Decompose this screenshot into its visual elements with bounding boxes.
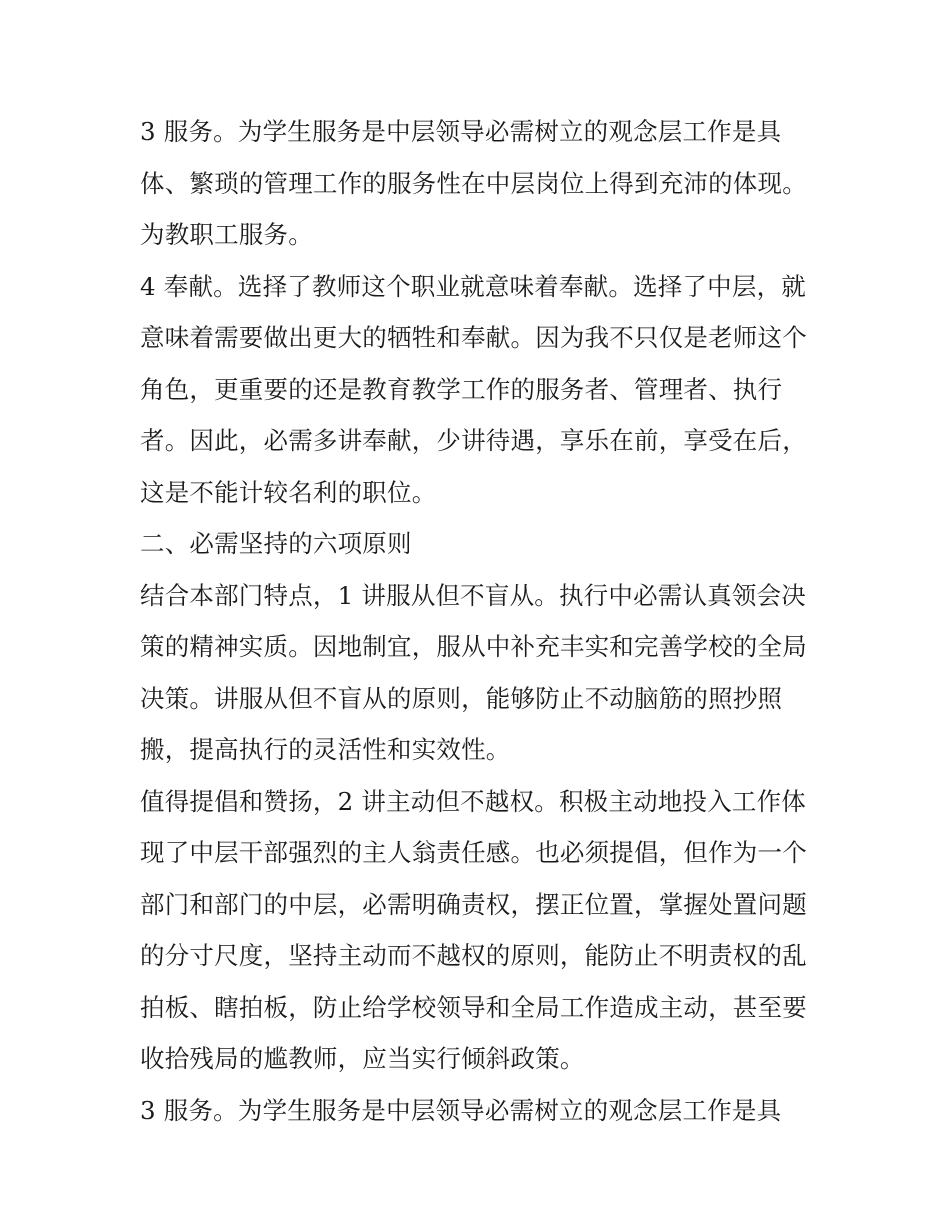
text-line: 现了中层干部强烈的主人翁责任感。也必须提倡，但作为一个 — [140, 838, 807, 867]
text-line: 角色，更重要的还是教育教学工作的服务者、管理者、执行 — [140, 374, 783, 404]
text-line: 结合本部门特点，1 讲服从但不盲从。执行中必需认真领会决 — [140, 580, 806, 610]
text-line: 收拾残局的尴教师，应当实行倾斜政策。 — [140, 1044, 585, 1073]
section-heading: 二、必需坚持的六项原则 — [140, 529, 412, 558]
text-line: 拍板、瞎拍板，防止给学校领导和全局工作造成主动，甚至要 — [140, 992, 807, 1022]
text-line: 策的精神实质。因地制宜，服从中补充丰实和完善学校的全局 — [140, 632, 807, 661]
text-line: 体、繁琐的管理工作的服务性在中层岗位上得到充沛的体现。 — [140, 168, 807, 198]
text-line: 意味着需要做出更大的牺牲和奉献。因为我不只仅是老师这个 — [140, 323, 807, 352]
text-line: 为教职工服务。 — [140, 220, 313, 249]
text-line: 这是不能计较名利的职位。 — [140, 477, 437, 507]
text-line: 部门和部门的中层，必需明确责权，摆正位置，掌握处置问题 — [140, 889, 807, 919]
text-line: 4 奉献。选择了教师这个职业就意味着奉献。选择了中层，就 — [140, 271, 806, 301]
text-line: 的分寸尺度，坚持主动而不越权的原则，能防止不明责权的乱 — [140, 941, 807, 970]
document-body — [140, 106, 830, 1136]
text-line: 决策。讲服从但不盲从的原则，能够防止不动脑筋的照抄照 — [140, 683, 783, 713]
text-line: 者。因此，必需多讲奉献，少讲待遇，享乐在前，享受在后， — [140, 426, 807, 455]
text-line: 搬，提高执行的灵活性和实效性。 — [140, 735, 511, 764]
text-line: 值得提倡和赞扬，2 讲主动但不越权。积极主动地投入工作体 — [140, 786, 806, 816]
text-line: 3 服务。为学生服务是中层领导必需树立的观念层工作是具 — [140, 1095, 782, 1125]
text-line: 3 服务。为学生服务是中层领导必需树立的观念层工作是具 — [140, 117, 782, 146]
